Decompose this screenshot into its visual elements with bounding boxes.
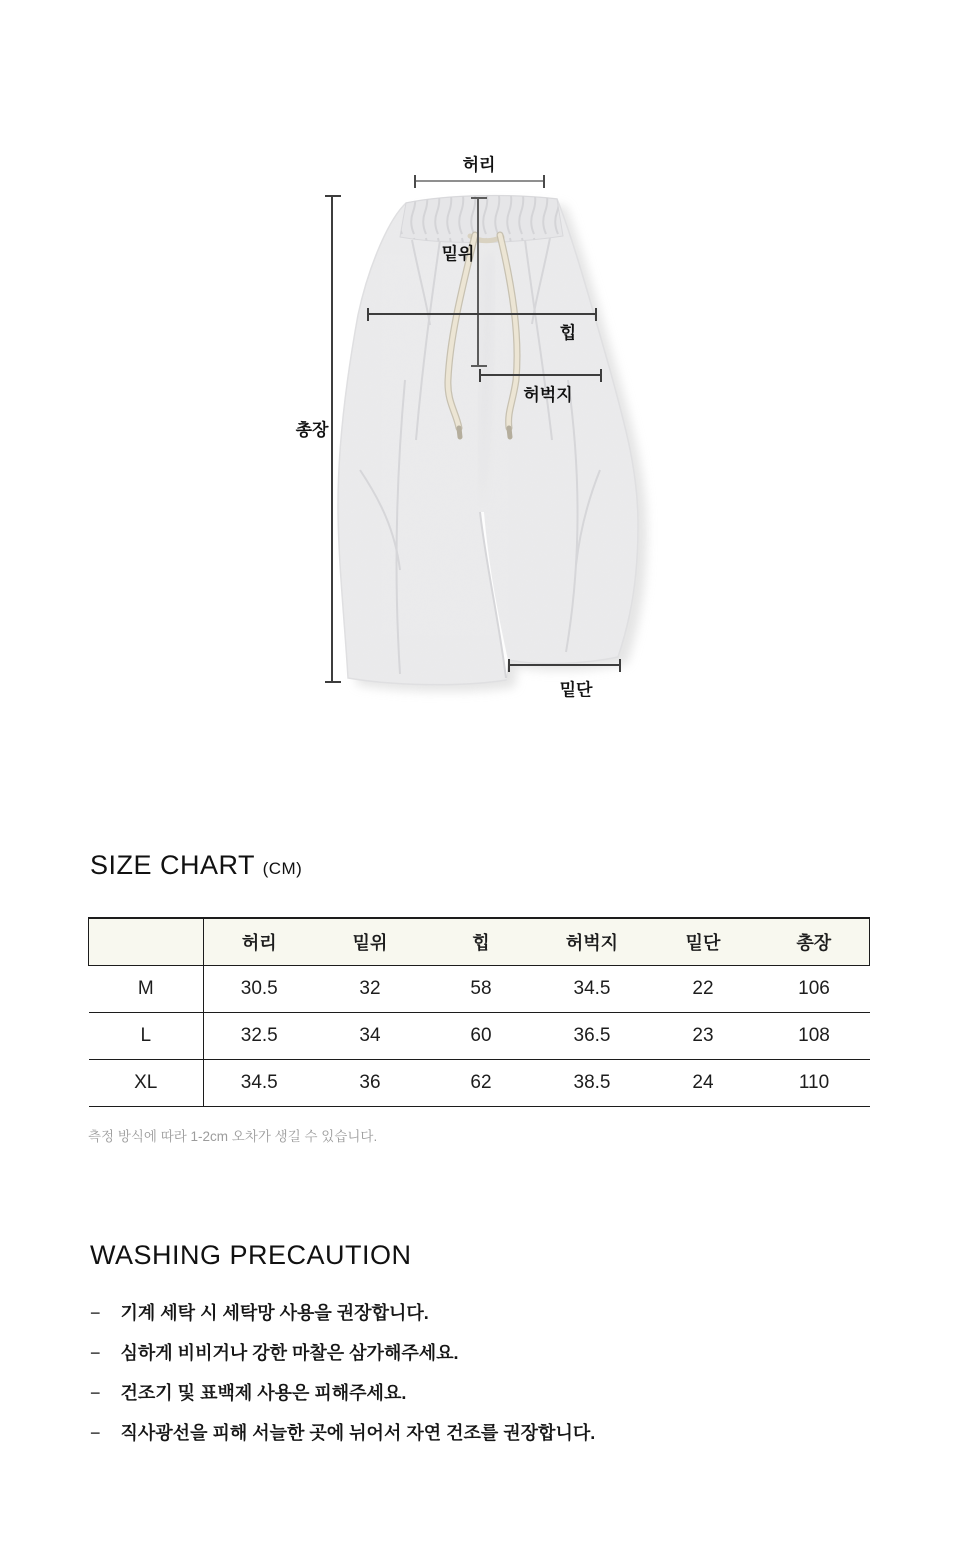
waist-dimension-line <box>414 180 545 182</box>
size-value: 24 <box>648 1060 759 1107</box>
washing-precaution-list <box>90 1303 595 1463</box>
washing-item-text: 건조기 및 표백제 사용은 피해주세요. <box>120 1383 407 1403</box>
size-label: L <box>89 1013 204 1060</box>
column-header-length: 총장 <box>759 918 870 966</box>
size-row-xl <box>89 1060 870 1107</box>
size-value: 62 <box>426 1060 537 1107</box>
washing-item-text: 기계 세탁 시 세탁망 사용을 권장합니다. <box>120 1303 429 1323</box>
size-value: 32.5 <box>204 1013 315 1060</box>
rise-dimension-label: 밑위 <box>441 244 475 264</box>
size-value: 34.5 <box>537 966 648 1013</box>
size-chart-header-row <box>89 918 870 966</box>
size-chart-corner-cell <box>89 918 204 966</box>
washing-item-text: 직사광선을 피해 서늘한 곳에 뉘어서 자연 건조를 권장합니다. <box>120 1423 596 1443</box>
size-value: 32 <box>315 966 426 1013</box>
size-chart-unit: (CM) <box>262 859 303 878</box>
size-value: 38.5 <box>537 1060 648 1107</box>
column-header-rise: 밑위 <box>315 918 426 966</box>
washing-item <box>90 1303 595 1324</box>
pants-illustration <box>300 140 660 710</box>
bullet-dash: − <box>90 1423 101 1443</box>
washing-item-text: 심하게 비비거나 강한 마찰은 삼가해주세요. <box>120 1343 459 1363</box>
washing-item <box>90 1343 595 1364</box>
size-value: 108 <box>759 1013 870 1060</box>
waistband <box>400 196 563 243</box>
column-header-hem: 밑단 <box>648 918 759 966</box>
bullet-dash: − <box>90 1303 101 1323</box>
thigh-dimension-label: 허벅지 <box>523 385 573 405</box>
size-value: 60 <box>426 1013 537 1060</box>
size-value: 110 <box>759 1060 870 1107</box>
length-dimension-line <box>331 195 333 683</box>
size-label: M <box>89 966 204 1013</box>
hem-dimension-label: 밑단 <box>559 680 593 700</box>
size-value: 58 <box>426 966 537 1013</box>
hem-dimension-line <box>508 664 621 666</box>
washing-precaution-title: WASHING PRECAUTION <box>90 1240 412 1270</box>
bullet-dash: − <box>90 1343 101 1363</box>
size-value: 34 <box>315 1013 426 1060</box>
size-row-m <box>89 966 870 1013</box>
length-dimension-label: 총장 <box>295 420 329 440</box>
size-row-l <box>89 1013 870 1060</box>
size-value: 36 <box>315 1060 426 1107</box>
hip-dimension-line <box>367 313 597 315</box>
waist-dimension-label: 허리 <box>462 155 496 175</box>
size-value: 106 <box>759 966 870 1013</box>
size-value: 22 <box>648 966 759 1013</box>
size-chart-title <box>90 852 302 879</box>
bullet-dash: − <box>90 1383 101 1403</box>
washing-item <box>90 1423 595 1444</box>
thigh-dimension-line <box>479 374 602 376</box>
rise-dimension-line <box>477 197 479 367</box>
size-value: 30.5 <box>204 966 315 1013</box>
column-header-waist: 허리 <box>204 918 315 966</box>
size-label: XL <box>89 1060 204 1107</box>
column-header-thigh: 허벅지 <box>537 918 648 966</box>
size-value: 36.5 <box>537 1013 648 1060</box>
column-header-hip: 힙 <box>426 918 537 966</box>
size-chart-table <box>88 917 870 1107</box>
size-chart-title-text: SIZE CHART <box>90 850 255 880</box>
size-value: 23 <box>648 1013 759 1060</box>
size-value: 34.5 <box>204 1060 315 1107</box>
washing-item <box>90 1383 595 1404</box>
hip-dimension-label: 힙 <box>559 323 577 343</box>
measurement-note: 측정 방식에 따라 1-2cm 오차가 생길 수 있습니다. <box>88 1129 378 1144</box>
